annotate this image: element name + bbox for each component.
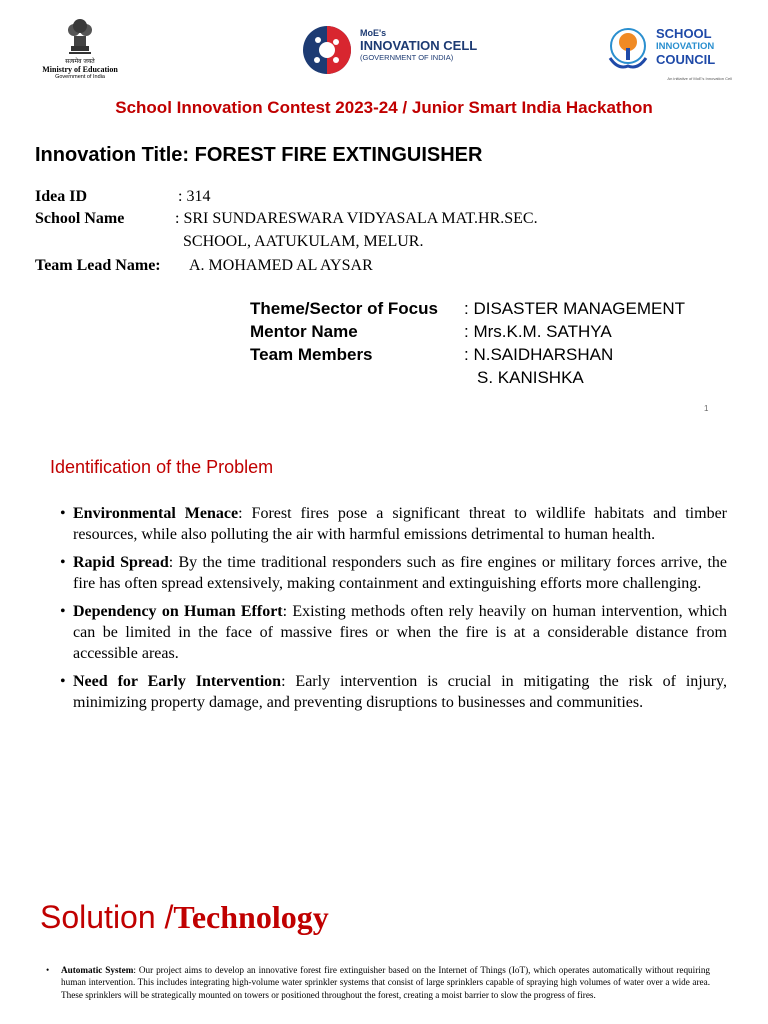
team-member-2: S. KANISHKA <box>477 368 584 387</box>
idea-id-label: Idea ID <box>35 188 88 205</box>
national-emblem-icon <box>65 14 95 58</box>
council-line-3: COUNCIL <box>656 52 716 67</box>
moe-hindi-motto: सत्यमेव जयते <box>65 58 95 65</box>
bullet-term: Automatic System <box>61 965 134 975</box>
council-tagline: An initiative of MoE's Innovation Cell <box>667 76 732 81</box>
slide-title <box>0 0 768 425</box>
school-name-label: School Name <box>35 210 125 227</box>
list-item <box>46 964 710 1001</box>
team-member-1: : N.SAIDHARSHAN <box>464 345 614 364</box>
school-innovation-council-logo <box>604 24 734 84</box>
innovation-title-label: Innovation Title: <box>35 144 195 166</box>
innovation-cell-title: INNOVATION CELL <box>360 38 478 53</box>
innovation-title <box>35 144 482 167</box>
ministry-of-education-logo <box>40 14 120 84</box>
innovation-cell-prefix: MoE's <box>360 28 387 38</box>
school-name-value-line-1: : SRI SUNDARESWARA VIDYASALA MAT.HR.SEC. <box>175 210 538 227</box>
list-item <box>60 503 727 545</box>
bullet-text: : Forest fires pose a significant threat to wildlife habitats and timber resources, while also polluting the air with harmful emissions detrimental to human health. <box>73 505 728 543</box>
theme-value: : DISASTER MANAGEMENT <box>464 299 686 318</box>
solution-heading-part-1: Solution / <box>40 899 174 935</box>
school-name-value-line-2: SCHOOL, AATUKULAM, MELUR. <box>183 233 424 250</box>
bullet-text: : Our project aims to develop an innovative forest fire extinguisher based on the Internet of Things (IoT), which operates automatically without requiring human intervention. This includes integrating high-volume water sprinkler systems that consist of large sprinklers capable of spraying high volumes of water over a wide area. These sprinklers will be strategically mounted on towers or positioned throughout the forest, creating a moist barrier to slow the progress of fires. <box>61 965 711 1000</box>
mentor-value: : Mrs.K.M. SATHYA <box>464 322 612 341</box>
tree-hands-icon <box>604 24 652 74</box>
page-number: 1 <box>704 404 709 413</box>
bullet-text: : Existing methods often rely heavily on human intervention, which can be limited in the face of massive fires or when the fire is at a considerable distance from accessible areas. <box>73 603 728 662</box>
slide-problem <box>0 425 768 845</box>
innovation-title-value: FOREST FIRE EXTINGUISHER <box>194 144 483 166</box>
moe-subtitle: Government of India <box>55 74 105 80</box>
brain-gear-icon <box>298 22 356 78</box>
list-item <box>60 601 727 664</box>
idea-id-value: : 314 <box>178 188 211 205</box>
theme-label: Theme/Sector of Focus <box>250 299 438 318</box>
bullet-term: Rapid Spread <box>73 554 169 571</box>
bullet-text: : Early intervention is crucial in mitigating the risk of injury, minimizing property damage, and preventing disruptions to businesses and communities. <box>73 673 727 711</box>
bullet-text: : By the time traditional responders such as fire engines or military forces arrive, the fire has often spread extensively, making containment and extinguishing efforts more challenging. <box>73 554 728 592</box>
team-lead-value: A. MOHAMED AL AYSAR <box>189 257 373 274</box>
bullet-term: Need for Early Intervention <box>73 673 282 690</box>
council-line-2: INNOVATION <box>656 41 715 52</box>
contest-title: School Innovation Contest 2023-24 / Junior Smart India Hackathon <box>115 98 653 117</box>
slide-solution <box>0 845 768 1024</box>
list-item <box>60 552 727 594</box>
council-line-1: SCHOOL <box>656 26 712 41</box>
bullet-term: Environmental Menace <box>73 505 239 522</box>
innovation-cell-gov: (GOVERNMENT OF INDIA) <box>360 53 454 62</box>
team-members-label: Team Members <box>250 345 373 364</box>
solution-heading-part-2: Technology <box>173 899 329 935</box>
problem-heading: Identification of the Problem <box>50 457 274 477</box>
solution-heading <box>40 899 329 936</box>
bullet-term: Dependency on Human Effort <box>73 603 283 620</box>
solution-bullet-list <box>46 964 710 1001</box>
team-lead-label: Team Lead Name: <box>35 257 161 274</box>
innovation-cell-logo <box>298 20 478 80</box>
mentor-label: Mentor Name <box>250 322 358 341</box>
problem-bullet-list <box>60 503 727 720</box>
moe-name: Ministry of Education <box>42 65 118 74</box>
list-item <box>60 671 727 713</box>
